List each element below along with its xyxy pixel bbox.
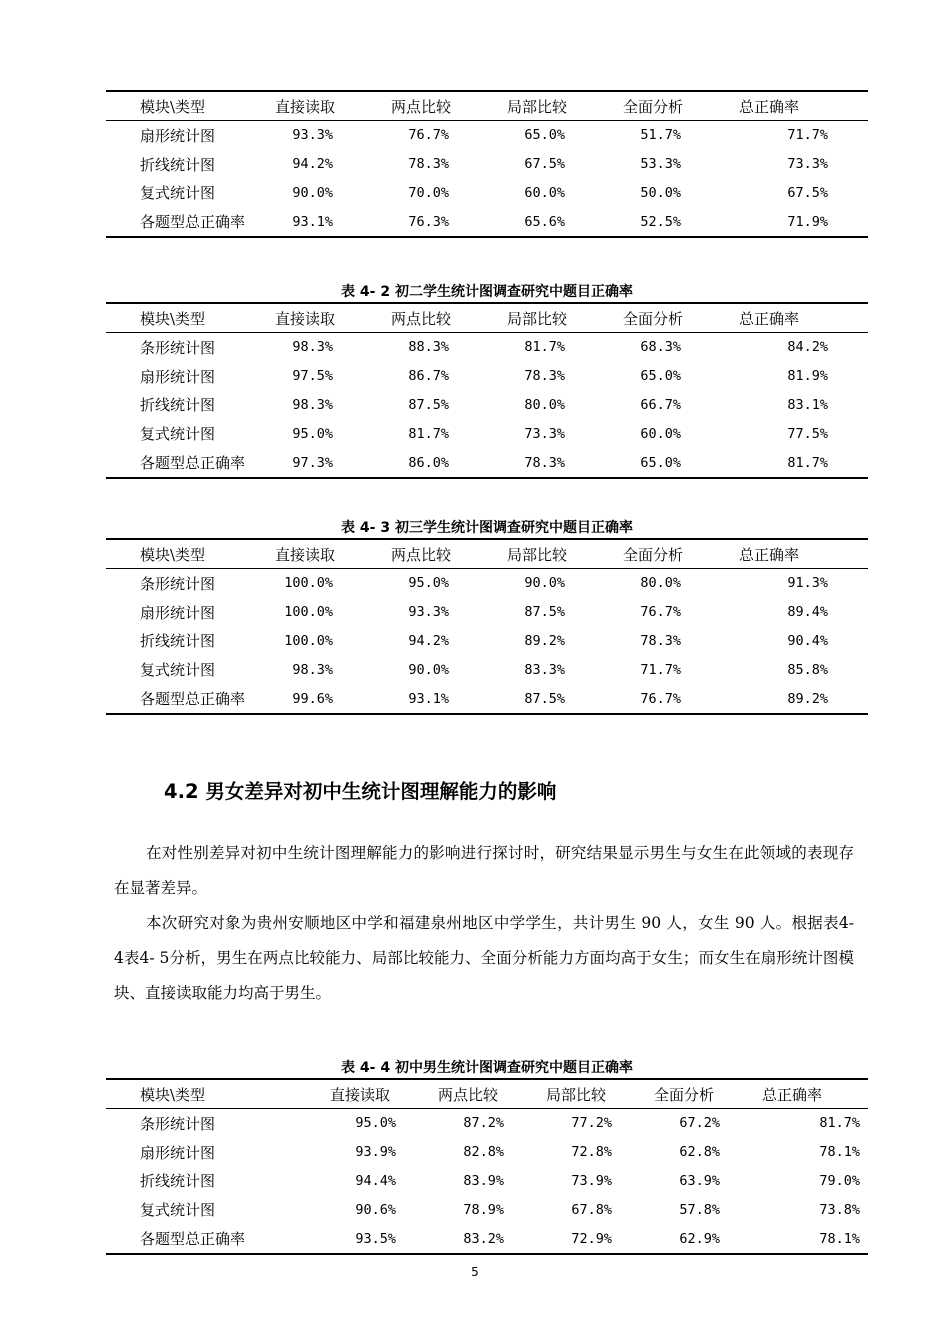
paragraph-1: 在对性别差异对初中生统计图理解能力的影响进行探讨时，研究结果显示男生与女生在此领域的表现存在显著差异。 <box>114 844 854 897</box>
value-cell: 78.1% <box>819 1144 860 1161</box>
table-row <box>106 419 868 448</box>
value-cell: 62.8% <box>679 1144 720 1161</box>
table-row <box>106 362 868 391</box>
row-label-cell: 折线统计图 <box>140 632 216 651</box>
column-header: 总正确率 <box>739 309 800 328</box>
table-row <box>106 333 868 362</box>
column-header: 全面分析 <box>623 97 684 116</box>
column-header: 两点比较 <box>438 1085 499 1104</box>
value-cell: 78.3% <box>524 368 565 385</box>
value-cell: 95.0% <box>292 425 333 442</box>
value-cell: 100.0% <box>284 575 333 592</box>
value-cell: 81.7% <box>819 1115 860 1132</box>
row-label-cell: 各题型总正确率 <box>140 454 246 473</box>
table-row <box>106 121 868 150</box>
value-cell: 52.5% <box>640 213 681 230</box>
value-cell: 89.4% <box>787 604 828 621</box>
column-header: 全面分析 <box>623 545 684 564</box>
value-cell: 98.3% <box>292 339 333 356</box>
table-header-row <box>106 303 868 333</box>
row-label-cell: 条形统计图 <box>140 1114 216 1133</box>
value-cell: 90.0% <box>292 184 333 201</box>
value-cell: 51.7% <box>640 127 681 144</box>
value-cell: 81.7% <box>408 425 449 442</box>
row-label-cell: 复式统计图 <box>140 184 216 203</box>
table-row <box>106 448 868 478</box>
value-cell: 83.2% <box>463 1230 504 1247</box>
value-cell: 77.2% <box>571 1115 612 1132</box>
value-cell: 65.6% <box>524 213 565 230</box>
value-cell: 94.4% <box>355 1172 396 1189</box>
value-cell: 70.0% <box>408 184 449 201</box>
value-cell: 71.9% <box>787 213 828 230</box>
value-cell: 93.3% <box>292 127 333 144</box>
value-cell: 68.3% <box>640 339 681 356</box>
table-row <box>106 655 868 684</box>
table-2-caption: 表 4- 2 初二学生统计图调查研究中题目正确率 <box>341 284 633 300</box>
table-row <box>106 1224 868 1254</box>
table-header-row <box>106 91 868 121</box>
value-cell: 73.3% <box>524 425 565 442</box>
table-4-caption: 表 4- 4 初中男生统计图调查研究中题目正确率 <box>341 1060 633 1076</box>
row-label-cell: 折线统计图 <box>140 396 216 415</box>
value-cell: 83.1% <box>787 396 828 413</box>
table-row <box>106 179 868 208</box>
value-cell: 57.8% <box>679 1201 720 1218</box>
value-cell: 76.7% <box>640 690 681 707</box>
row-label-cell: 各题型总正确率 <box>140 213 246 232</box>
value-cell: 93.1% <box>408 690 449 707</box>
value-cell: 93.9% <box>355 1144 396 1161</box>
column-header: 两点比较 <box>391 309 452 328</box>
value-cell: 77.5% <box>787 425 828 442</box>
row-label-cell: 复式统计图 <box>140 425 216 444</box>
value-cell: 93.3% <box>408 604 449 621</box>
value-cell: 65.0% <box>640 368 681 385</box>
column-header: 直接读取 <box>330 1085 391 1104</box>
row-label-cell: 复式统计图 <box>140 1201 216 1220</box>
value-cell: 71.7% <box>787 127 828 144</box>
value-cell: 98.3% <box>292 396 333 413</box>
value-cell: 98.3% <box>292 661 333 678</box>
table-row <box>106 1195 868 1224</box>
table-header-row <box>106 1079 868 1109</box>
row-label-cell: 条形统计图 <box>140 338 216 357</box>
value-cell: 60.0% <box>524 184 565 201</box>
value-cell: 89.2% <box>524 632 565 649</box>
table-4 <box>106 1078 868 1255</box>
column-header: 两点比较 <box>391 545 452 564</box>
table-row <box>106 1138 868 1167</box>
value-cell: 63.9% <box>679 1172 720 1189</box>
table-header-row <box>106 539 868 569</box>
value-cell: 66.7% <box>640 396 681 413</box>
value-cell: 72.9% <box>571 1230 612 1247</box>
table-row <box>106 569 868 598</box>
value-cell: 78.1% <box>819 1230 860 1247</box>
value-cell: 93.1% <box>292 213 333 230</box>
column-header: 总正确率 <box>739 97 800 116</box>
row-label-cell: 扇形统计图 <box>140 367 216 386</box>
table-row <box>106 391 868 420</box>
value-cell: 87.2% <box>463 1115 504 1132</box>
value-cell: 83.3% <box>524 661 565 678</box>
value-cell: 80.0% <box>640 575 681 592</box>
value-cell: 90.4% <box>787 632 828 649</box>
page-number: 5 <box>471 1265 479 1279</box>
value-cell: 78.3% <box>524 454 565 471</box>
table-row <box>106 684 868 714</box>
value-cell: 100.0% <box>284 604 333 621</box>
value-cell: 100.0% <box>284 632 333 649</box>
value-cell: 91.3% <box>787 575 828 592</box>
value-cell: 81.7% <box>524 339 565 356</box>
value-cell: 65.0% <box>640 454 681 471</box>
value-cell: 78.3% <box>408 156 449 173</box>
value-cell: 94.2% <box>408 632 449 649</box>
value-cell: 73.9% <box>571 1172 612 1189</box>
table-row <box>106 627 868 656</box>
column-header: 局部比较 <box>507 309 568 328</box>
row-label-cell: 折线统计图 <box>140 155 216 174</box>
value-cell: 72.8% <box>571 1144 612 1161</box>
column-header: 直接读取 <box>275 97 336 116</box>
paragraph-2: 本次研究对象为贵州安顺地区中学和福建泉州地区中学学生，共计男生 90 人，女生 90 人。根据表4- 4表4- 5分析，男生在两点比较能力、局部比较能力、全面分析能力方面均高于女生；而女生在扇形统计图模块、直接读取能力均高于男生。 <box>114 914 854 1002</box>
row-label-cell: 扇形统计图 <box>140 1143 216 1162</box>
table-1 <box>106 90 868 238</box>
column-header: 局部比较 <box>546 1085 607 1104</box>
value-cell: 76.3% <box>408 213 449 230</box>
row-label-cell: 扇形统计图 <box>140 126 216 145</box>
row-label-cell: 条形统计图 <box>140 574 216 593</box>
row-label-cell: 各题型总正确率 <box>140 1230 246 1249</box>
column-header-module: 模块\类型 <box>140 309 206 328</box>
table-2 <box>106 302 868 479</box>
value-cell: 65.0% <box>524 127 565 144</box>
value-cell: 90.0% <box>524 575 565 592</box>
value-cell: 67.2% <box>679 1115 720 1132</box>
value-cell: 97.3% <box>292 454 333 471</box>
column-header: 直接读取 <box>275 545 336 564</box>
value-cell: 50.0% <box>640 184 681 201</box>
value-cell: 97.5% <box>292 368 333 385</box>
value-cell: 86.0% <box>408 454 449 471</box>
value-cell: 76.7% <box>408 127 449 144</box>
value-cell: 87.5% <box>408 396 449 413</box>
value-cell: 94.2% <box>292 156 333 173</box>
value-cell: 88.3% <box>408 339 449 356</box>
value-cell: 76.7% <box>640 604 681 621</box>
value-cell: 62.9% <box>679 1230 720 1247</box>
table-3-caption: 表 4- 3 初三学生统计图调查研究中题目正确率 <box>341 520 633 536</box>
column-header: 局部比较 <box>507 545 568 564</box>
column-header: 直接读取 <box>275 309 336 328</box>
value-cell: 95.0% <box>408 575 449 592</box>
table-row <box>106 1167 868 1196</box>
value-cell: 82.8% <box>463 1144 504 1161</box>
value-cell: 67.8% <box>571 1201 612 1218</box>
value-cell: 60.0% <box>640 425 681 442</box>
value-cell: 85.8% <box>787 661 828 678</box>
value-cell: 90.0% <box>408 661 449 678</box>
value-cell: 67.5% <box>787 184 828 201</box>
column-header: 局部比较 <box>507 97 568 116</box>
row-label-cell: 折线统计图 <box>140 1172 216 1191</box>
value-cell: 99.6% <box>292 690 333 707</box>
value-cell: 81.9% <box>787 368 828 385</box>
section-heading: 4.2 男女差异对初中生统计图理解能力的影响 <box>164 780 557 803</box>
value-cell: 73.8% <box>819 1201 860 1218</box>
column-header-module: 模块\类型 <box>140 545 206 564</box>
table-row <box>106 150 868 179</box>
value-cell: 53.3% <box>640 156 681 173</box>
value-cell: 95.0% <box>355 1115 396 1132</box>
table-row <box>106 598 868 627</box>
column-header: 总正确率 <box>739 545 800 564</box>
value-cell: 87.5% <box>524 604 565 621</box>
table-row <box>106 1109 868 1138</box>
row-label-cell: 各题型总正确率 <box>140 690 246 709</box>
value-cell: 67.5% <box>524 156 565 173</box>
value-cell: 81.7% <box>787 454 828 471</box>
column-header-module: 模块\类型 <box>140 1085 206 1104</box>
value-cell: 83.9% <box>463 1172 504 1189</box>
value-cell: 87.5% <box>524 690 565 707</box>
value-cell: 73.3% <box>787 156 828 173</box>
value-cell: 86.7% <box>408 368 449 385</box>
value-cell: 93.5% <box>355 1230 396 1247</box>
value-cell: 84.2% <box>787 339 828 356</box>
value-cell: 80.0% <box>524 396 565 413</box>
column-header-module: 模块\类型 <box>140 97 206 116</box>
column-header: 总正确率 <box>762 1085 823 1104</box>
table-3 <box>106 538 868 715</box>
row-label-cell: 扇形统计图 <box>140 603 216 622</box>
value-cell: 90.6% <box>355 1201 396 1218</box>
column-header: 两点比较 <box>391 97 452 116</box>
row-label-cell: 复式统计图 <box>140 661 216 680</box>
value-cell: 79.0% <box>819 1172 860 1189</box>
column-header: 全面分析 <box>654 1085 715 1104</box>
value-cell: 71.7% <box>640 661 681 678</box>
value-cell: 78.3% <box>640 632 681 649</box>
value-cell: 78.9% <box>463 1201 504 1218</box>
column-header: 全面分析 <box>623 309 684 328</box>
value-cell: 89.2% <box>787 690 828 707</box>
table-row <box>106 207 868 237</box>
